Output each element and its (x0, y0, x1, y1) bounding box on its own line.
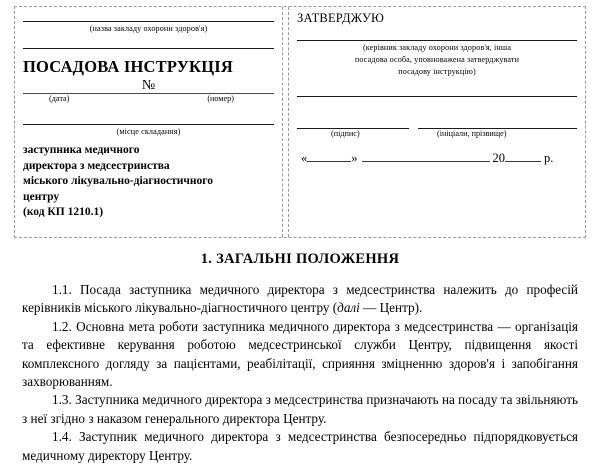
place-rule (23, 124, 274, 125)
number-caption: (номер) (207, 94, 234, 103)
institution-name-caption: (назва закладу охорони здоров'я) (89, 24, 208, 33)
paragraph-1-1-italic: далі (337, 300, 360, 316)
paragraph-1-4 (22, 428, 578, 465)
position-block (23, 143, 274, 221)
paragraph-1-2-text: Основна мета роботи заступника медичного директора з медсестринства — організація та ефективне керування роботою медсестринської служби Центру, підвищення якості комплексного догляду за пацієнтами, реабілітації, сприяння зміцненню здоров'я і запобігання захворюванням. (22, 318, 578, 390)
paragraph-1-2 (22, 318, 578, 392)
position-code-line: (код КП 1210.1) (23, 206, 104, 218)
date-day-blank (307, 150, 351, 162)
paragraph-1-2-number: 1.2. (52, 318, 72, 334)
paragraph-1-3 (22, 391, 578, 428)
date-quote-open: « (301, 151, 308, 165)
date-number-row (23, 77, 274, 94)
approver-caption-line-3: посадову інструкцію) (398, 67, 476, 76)
section-heading: 1. ЗАГАЛЬНІ ПОЛОЖЕННЯ (200, 251, 400, 267)
paragraph-1-3-number: 1.3. (52, 392, 72, 408)
institution-second-rule (23, 48, 274, 49)
date-quote-close: » (351, 151, 358, 165)
date-year-blank (505, 150, 541, 162)
header-left-column (15, 7, 283, 237)
approval-date-line (297, 150, 577, 166)
paragraph-1-1-text-before: Посада заступника медичного директора з медсестринства належить до професій керівників міського лікувально-діагностичного центру ( (22, 282, 578, 316)
signature-captions (297, 129, 577, 141)
approver-second-rule (297, 96, 577, 97)
approve-label: ЗАТВЕРДЖУЮ (297, 11, 385, 25)
position-line-1: заступника медичного (23, 144, 140, 156)
approver-caption-line-2: посадова особа, уповноважена затверджувати (354, 55, 520, 64)
position-line-2: директора з медсестринства (23, 159, 170, 172)
position-line-4: центру (23, 190, 60, 203)
signature-caption: (підпис) (331, 129, 360, 138)
paragraph-1-3-text: Заступника медичного директора з медсестринства призначають на посаду та звільняють з неї згідно з наказом генерального директора Центру. (22, 392, 579, 426)
date-number-captions (23, 94, 274, 106)
approver-caption-line-1: (керівник закладу охорони здоров'я, інша (362, 43, 512, 52)
header-right-column (289, 7, 585, 237)
date-year-suffix: р. (544, 151, 554, 165)
position-line-3: міського лікувально-діагностичного (23, 175, 213, 187)
paragraph-1-4-number: 1.4. (52, 429, 72, 445)
paragraph-1-1 (22, 281, 578, 318)
institution-name-rule (23, 21, 274, 22)
date-year-prefix: 20 (492, 151, 505, 165)
initials-caption: (ініціали, прізвище) (437, 129, 507, 138)
document-title: ПОСАДОВА ІНСТРУКЦІЯ (23, 57, 233, 76)
date-caption: (дата) (49, 94, 70, 103)
body-text (22, 281, 578, 465)
paragraph-1-1-text-after: — Центр). (359, 300, 423, 316)
place-caption: (місце складання) (116, 127, 181, 136)
approver-rule (297, 40, 577, 41)
number-sign: № (141, 78, 156, 93)
date-month-blank (362, 150, 490, 162)
paragraph-1-4-text: Заступник медичного директора з медсестринства безпосередньо підпорядковується медичному директору Центру. (22, 429, 579, 463)
header-table (14, 6, 586, 238)
paragraph-1-1-number: 1.1. (52, 282, 72, 297)
